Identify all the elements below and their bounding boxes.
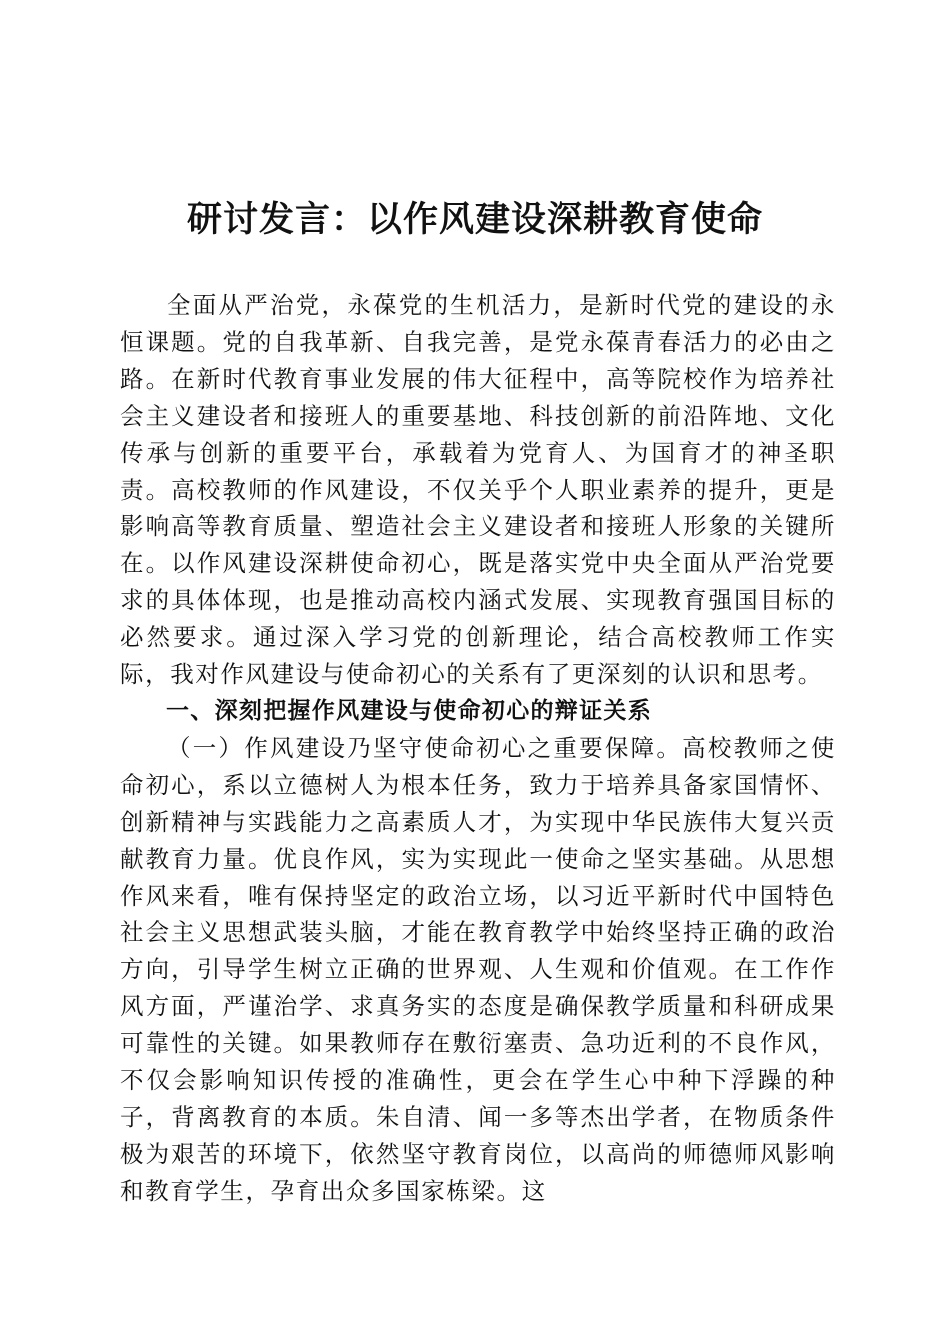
document-body (120, 287, 836, 1210)
section-heading: 一、深刻把握作风建设与使命初心的辩证关系 (166, 697, 652, 724)
intro-paragraph: 全面从严治党，永葆党的生机活力，是新时代党的建设的永恒课题。党的自我革新、自我完善，是党永葆青春活力的必由之路。在新时代教育事业发展的伟大征程中，高等院校作为培养社会主义建设者和接班人的重要基地、科技创新的前沿阵地、文化传承与创新的重要平台，承载着为党育人、为国育才的神圣职责。高校教师的作风建设，不仅关乎个人职业素养的提升，更是影响高等教育质量、塑造社会主义建设者和接班人形象的关键所在。以作风建设深耕使命初心，既是落实党中央全面从严治党要求的具体体现，也是推动高校内涵式发展、实现教育强国目标的必然要求。通过深入学习党的创新理论，结合高校教师工作实际，我对作风建设与使命初心的关系有了更深刻的认识和思考。 (120, 291, 836, 689)
document-title: 研讨发言：以作风建设深耕教育使命 (186, 199, 763, 240)
subsection-paragraph: （一）作风建设乃坚守使命初心之重要保障。高校教师之使命初心，系以立德树人为根本任务，致力于培养具备家国情怀、创新精神与实践能力之高素质人才，为实现中华民族伟大复兴贡献教育力量。优良作风，实为实现此一使命之坚实基础。从思想作风来看，唯有保持坚定的政治立场，以习近平新时代中国特色社会主义思想武装头脑，才能在教育教学中始终坚持正确的政治方向，引导学生树立正确的世界观、人生观和价值观。在工作作风方面，严谨治学、求真务实的态度是确保教学质量和科研成果可靠性的关键。如果教师存在敷衍塞责、急功近利的不良作风，不仅会影响知识传授的准确性，更会在学生心中种下浮躁的种子，背离教育的本质。朱自清、闻一多等杰出学者，在物质条件极为艰苦的环境下，依然坚守教育岗位，以高尚的师德师风影响和教育学生，孕育出众多国家栋梁。这 (120, 733, 836, 1205)
